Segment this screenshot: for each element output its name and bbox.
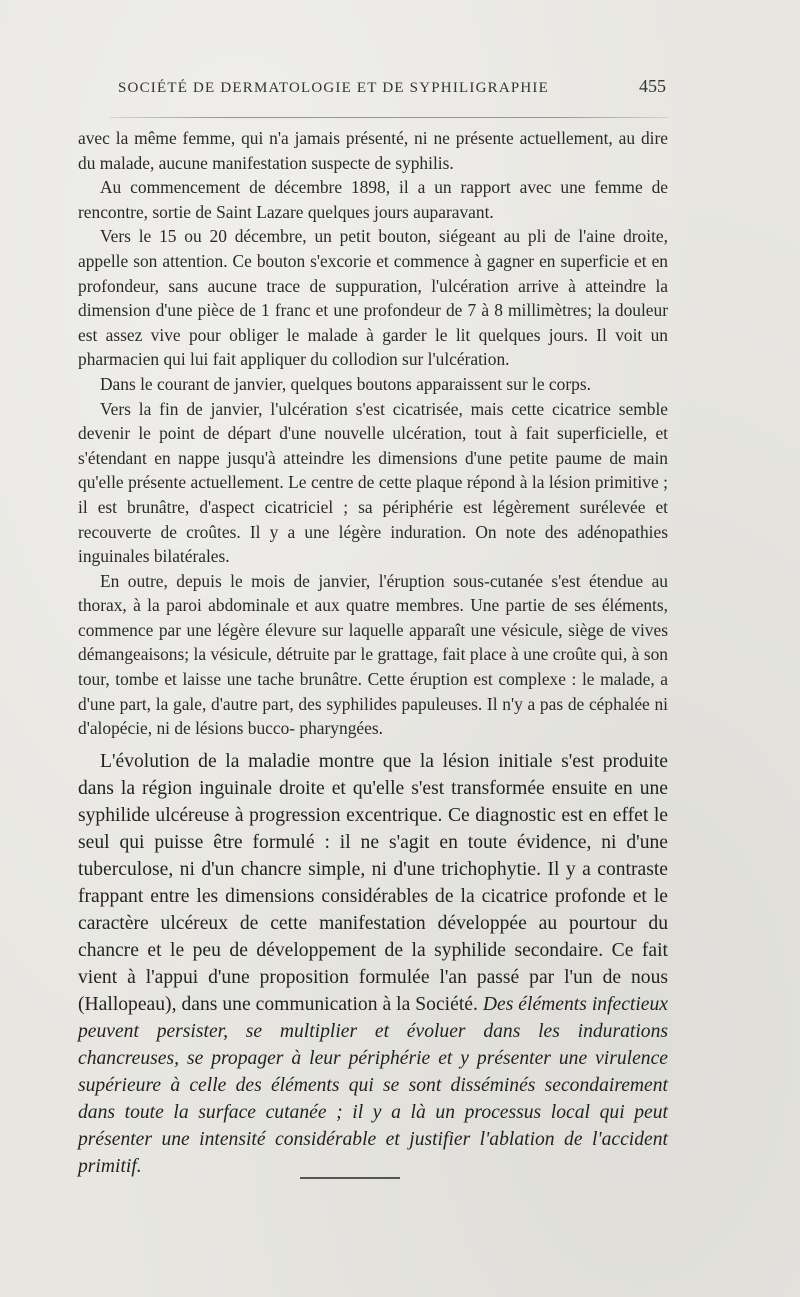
end-rule (300, 1177, 400, 1179)
case-paragraph-3: Vers le 15 ou 20 décembre, un petit bouton, siégeant au pli de l'aine droite, appelle son attention. Ce bouton s'excorie et commence à gagner en superficie et en profondeur, sans aucune trace de suppuration, l'ulcération arrive à atteindre la dimension d'une pièce de 1 franc et une profondeur de 7 à 8 millimètres; la douleur est assez vive pour obliger le malade à garder le lit quelques jours. Il voit un pharmacien qui lui fait appliquer du collodion sur l'ulcération. (78, 226, 668, 370)
case-report-text (78, 126, 668, 741)
case-paragraph-4: Dans le courant de janvier, quelques boutons apparaissent sur le corps. (100, 373, 591, 394)
case-paragraph-6: En outre, depuis le mois de janvier, l'éruption sous-cutanée s'est étendue au thorax, à la paroi abdominale et aux quatre membres. Une partie de ses éléments, commence par une légère élevure sur laquelle apparaît une vésicule, siège de vives démangeaisons; la vésicule, détruite par le grattage, fait place à une croûte qui, à son tour, tombe et laisse une tache brunâtre. Cette éruption est complexe : le malade, a d'une part, la gale, d'autre part, des syphilides papuleuses. Il n'y a pas de céphalée ni d'alopécie, ni de lésions bucco- pharyngées. (78, 570, 668, 739)
case-paragraph-1: avec la même femme, qui n'a jamais présenté, ni ne présente actuellement, au dire du malade, aucune manifestation suspecte de syphilis. (78, 128, 668, 173)
case-paragraph-5: Vers la fin de janvier, l'ulcération s'est cicatrisée, mais cette cicatrice semble devenir le point de départ d'une nouvelle ulcération, tout à fait superficielle, et s'étendant en nappe jusqu'à atteindre les dimensions d'une petite paume de main qu'elle présente actuellement. Le centre de cette plaque répond à la lésion primitive ; il est brunâtre, d'aspect cicatriciel ; sa périphérie est légèrement surélevée et recouverte de croûtes. Il y a une légère induration. On note des adénopathies inguinales bilatérales. (78, 398, 668, 567)
discussion-paragraph (78, 748, 668, 1180)
page-header (118, 76, 666, 106)
discussion-roman: L'évolution de la maladie montre que la lésion initiale s'est produite dans la région inguinale droite et qu'elle s'est transformée ensuite en une syphilide ulcéreuse à progression excentrique. Ce diagnostic est en effet le seul qui puisse être formulé : il ne s'agit en toute évidence, ni d'une tuberculose, ni d'un chancre simple, ni d'une trichophytie. Il y a contraste frappant entre les dimensions considérables de la cicatrice profonde et le caractère ulcéreux de cette manifestation développée au pourtour du chancre et le peu de développement de la syphilide secondaire. Ce fait vient à l'appui d'une proposition formulée l'an passé par l'un de nous (Hallopeau), dans une communication à la Société. (78, 751, 668, 1015)
header-rule (110, 117, 668, 118)
case-paragraph-2: Au commencement de décembre 1898, il a un rapport avec une femme de rencontre, sortie de Saint Lazare quelques jours auparavant. (78, 177, 668, 222)
running-head: SOCIÉTÉ DE DERMATOLOGIE ET DE SYPHILIGRAPHIE (118, 80, 549, 96)
discussion-italic-proposition: Des éléments infectieux peuvent persister, se multiplier et évoluer dans les indurations chancreuses, se propager à leur périphérie et y présenter une virulence supérieure à celle des éléments qui se sont disséminés secondairement dans toute la surface cutanée ; il y a là un processus local qui peut présenter une intensité considérable et justifier l'ablation de l'accident primitif. (78, 994, 668, 1177)
discussion-text (78, 748, 668, 1180)
page-number: 455 (639, 76, 666, 96)
